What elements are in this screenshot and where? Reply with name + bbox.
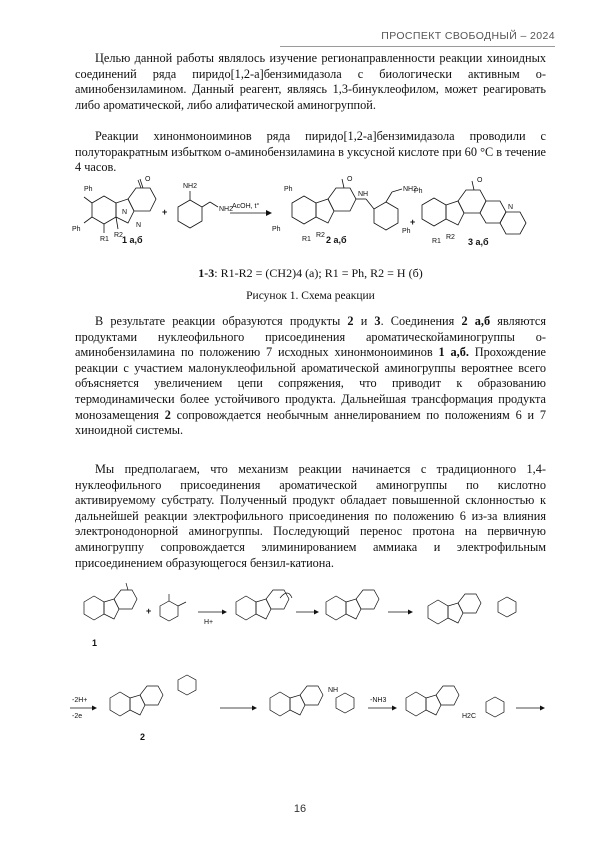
results-compound-2: 2 xyxy=(347,314,354,328)
compound-2-label: 2 а,б xyxy=(326,235,347,245)
compound-2-nh: NH xyxy=(358,191,369,198)
mech-intermediate-c xyxy=(428,594,516,624)
mech-label-2: 2 xyxy=(140,732,146,742)
mech-intermediate-b xyxy=(326,590,379,620)
compound-1-r1: R1 xyxy=(100,236,109,243)
compound-1-n-bridge: N xyxy=(122,209,128,216)
mech-intermediate-e xyxy=(406,686,504,717)
results-text-1: В результате реакции образуются продукты xyxy=(95,314,348,328)
mech-minus-nh3: -NH3 xyxy=(370,697,387,704)
compound-2-oxygen: O xyxy=(347,176,353,183)
mech-nh: NH xyxy=(328,687,339,694)
results-compound-1ab: 1 а,б. xyxy=(438,345,469,360)
paragraph-aim: Целью данной работы являлось изучение регионаправленности реакции хиноидных соединений ряда пиридо[1,2-a]бензимидазола с биологически активным о-аминобензиламином. Данный реагент, являясь 1,3-бинуклеофилом, может реагировать либо ароматической, либо алифатической аминогруппой. xyxy=(75,51,546,112)
mech-intermediate-a xyxy=(236,590,292,620)
compound-3-ph-bottom: Ph xyxy=(402,228,411,235)
mech-h2c: H2C xyxy=(462,713,477,720)
compound-legend-prefix: 1-3 xyxy=(198,266,215,280)
aminobenzylamine-structure xyxy=(178,191,218,228)
results-compound-2-again: 2 xyxy=(164,407,171,422)
mech-plus-1: + xyxy=(146,606,152,616)
paragraph-mechanism: Мы предполагаем, что механизм реакции начинается с традиционного 1,4-нуклеофильного присоединения ароматической аминогруппы по кислотно активируемому субстрату. Полученный продукт обладает повышенной склонностью к дальнейшей реакции электрофильного присоединения по положению 6 из-за влияния электронодонорной аминогруппы. Последующий перенос протона на первичную аминогруппу сопровождается элиминированием аммиака и электрофильным присоединением образующегося бензил-катиона. xyxy=(75,462,546,570)
reagent-nh2-alkyl: NH2 xyxy=(219,206,234,213)
compound-2-nh2: NH2 xyxy=(403,186,418,193)
results-compound-3: 3 xyxy=(374,314,381,328)
mech-minus-2h: -2H+ xyxy=(72,697,88,704)
results-text-5: Прохождение реакции с участием малонуклеофильной ароматической аминогруппы вероятнее всего объясняется увеличением цепи сопряжения, что приводит к образованию термодинамически более устойчивого продукта. Дальнейшая трансформация продукта монозамещения xyxy=(75,345,546,422)
results-text-3: . Соединения xyxy=(380,314,462,328)
plus-sign-1: + xyxy=(162,207,168,217)
compound-2-ph-top: Ph xyxy=(284,186,293,193)
mech-h-plus: H+ xyxy=(204,619,214,626)
compound-3-ph-top: Ph xyxy=(414,188,423,195)
compound-2-r1: R1 xyxy=(302,236,311,243)
compound-3-r2: R2 xyxy=(446,234,455,241)
compound-2-ph-bottom: Ph xyxy=(272,226,281,233)
compound-1-r2: R2 xyxy=(114,232,123,239)
compound-2-r2: R2 xyxy=(316,232,325,239)
reaction-scheme-1 xyxy=(70,175,550,263)
mech-aminobenzylamine xyxy=(160,594,186,621)
compound-1-ph-bottom: Ph xyxy=(72,226,81,233)
compound-1-label: 1 а,б xyxy=(122,235,143,245)
mech-compound-1 xyxy=(84,583,137,620)
results-text-4: являются продуктами нуклеофильного присоединения ароматическойаминогруппы о-аминобензиламина по положению 7 исходных хинонмоноиминов xyxy=(75,314,547,360)
compound-2-structure xyxy=(292,179,402,230)
compound-3-label: 3 а,б xyxy=(468,237,489,247)
paragraph-results xyxy=(75,314,546,439)
plus-sign-2: + xyxy=(410,217,416,227)
mechanism-scheme-drawing xyxy=(70,580,550,760)
compound-3-n: N xyxy=(508,204,514,211)
compound-1-n: N xyxy=(136,222,142,229)
mech-minus-2e: -2e xyxy=(72,713,83,720)
results-text-2: и xyxy=(353,314,375,328)
reaction-scheme-1-drawing xyxy=(70,175,550,263)
mech-label-1: 1 xyxy=(92,638,98,648)
compound-legend xyxy=(75,266,546,281)
compound-3-r1: R1 xyxy=(432,238,441,245)
page-number: 16 xyxy=(293,803,307,815)
header-rule xyxy=(280,46,555,47)
mech-compound-2 xyxy=(110,675,196,716)
compound-3-oxygen: O xyxy=(477,177,483,184)
reagent-nh2-aryl: NH2 xyxy=(183,183,198,190)
paragraph-conditions: Реакции хинонмоноиминов ряда пиридо[1,2-a]бензимидазола проводили с полуторакратным избытком о-аминобензиламина в уксусной кислоте при 60 °C в течение 4 часов. xyxy=(75,129,546,175)
mechanism-scheme xyxy=(70,580,550,760)
reaction-conditions: AcOH, t° xyxy=(232,203,260,210)
compound-1-oxygen: O xyxy=(145,176,151,183)
compound-1-ph-top: Ph xyxy=(84,186,93,193)
compound-1-structure xyxy=(84,179,156,233)
mech-intermediate-d xyxy=(270,686,354,716)
results-compound-2ab: 2 а,б xyxy=(461,314,491,328)
compound-legend-text: : R1-R2 = (CH2)4 (а); R1 = Ph, R2 = H (б) xyxy=(214,266,423,280)
results-text-6: сопровождается необычным аннелированием по положениям 6 и 7 хиноидной системы. xyxy=(75,407,546,438)
running-header: ПРОСПЕКТ СВОБОДНЫЙ – 2024 xyxy=(381,30,555,42)
figure-caption: Рисунок 1. Схема реакции xyxy=(246,290,375,302)
